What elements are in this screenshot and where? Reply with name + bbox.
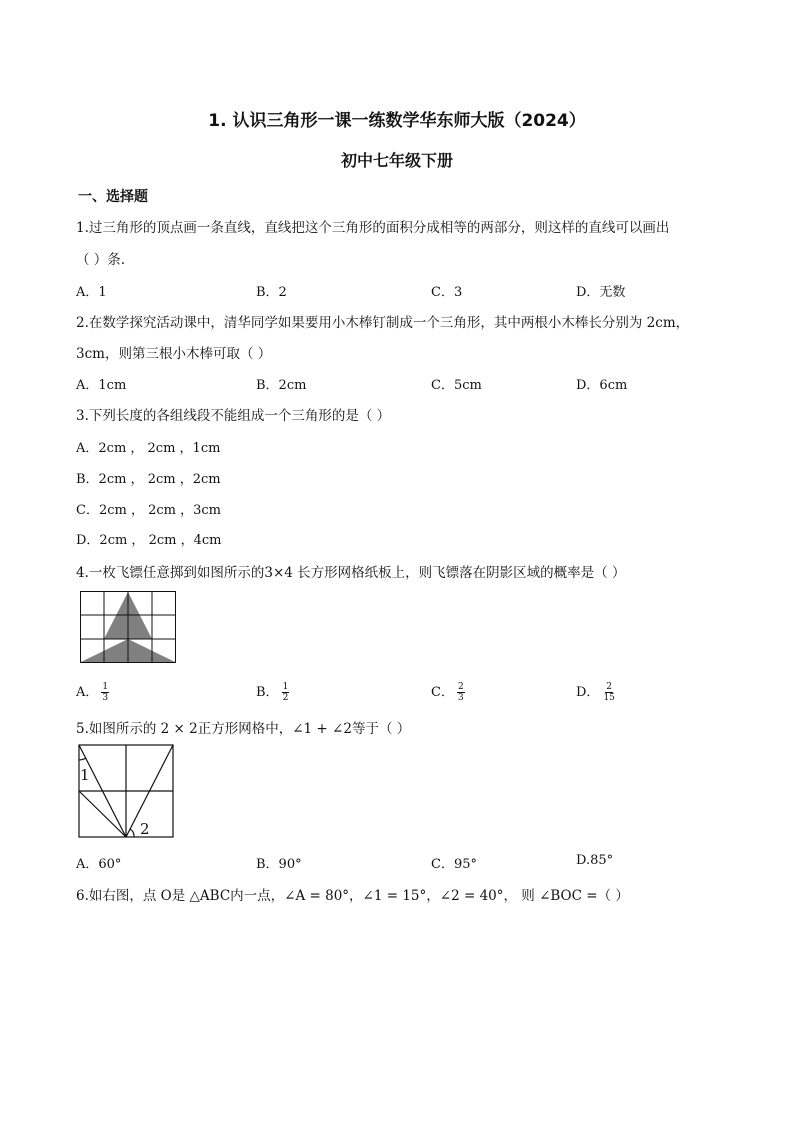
q2-text-line-2: 3cm，则第三根小木棒可取（ ） [76,346,272,362]
q3-option-a: A．2cm ， 2cm ，1cm [76,441,221,456]
q1-option-a: A．1 [76,285,107,300]
q1-option-d: D．无数 [576,285,626,300]
q5-option-d: D.85° [576,853,614,868]
q3-text: 3.下列长度的各组线段不能组成一个三角形的是（ ） [76,408,391,424]
q5-grid-figure [78,744,176,840]
q5-angle-label-1: 1 [80,766,90,784]
q2-option-c: C．5cm [431,378,482,393]
q1-option-b: B．2 [256,285,287,300]
q4-option-a: A． $\frac{1}{3}$ [76,682,109,703]
q5-option-c: C．95° [431,857,477,872]
q5-option-b: B．90° [256,857,302,872]
q1-text-line-1: 1.过三角形的顶点画一条直线，直线把这个三角形的面积分成相等的两部分，则这样的直线可以画出 [76,220,670,236]
section-heading: 一、选择题 [78,189,148,205]
q2-option-b: B．2cm [256,378,307,393]
q4-option-b: B． $\frac{1}{2}$ [256,682,289,703]
q2-text-line-1: 2.在数学探究活动课中，清华同学如果要用小木棒钉制成一个三角形，其中两根小木棒长分别为 2cm， [76,315,690,331]
q4-option-c: C． $\frac{2}{3}$ [431,682,464,703]
q5-grid-lines [79,745,173,837]
document-title: 1. 认识三角形一课一练数学华东师大版（2024） [208,111,586,131]
q1-text-line-2: （ ）条. [76,252,126,268]
q5-option-a: A．60° [76,857,122,872]
q4-grid-figure [80,591,176,663]
q2-option-d: D．6cm [576,378,628,393]
q2-option-a: A．1cm [76,378,127,393]
q6-text: 6.如右图，点 O是 △ABC内一点，∠A = 80°，∠1 = 15°，∠2 = 40°， 则 ∠BOC =（ ） [76,888,629,904]
q3-option-b: B．2cm ， 2cm ，2cm [76,472,221,487]
q3-option-d: D．2cm ， 2cm ，4cm [76,533,222,548]
q4-grid-lines [80,591,176,663]
q3-option-c: C．2cm ， 2cm ，3cm [76,503,221,518]
q1-option-c: C．3 [431,285,463,300]
q5-angle-label-2: 2 [140,820,150,838]
document-subtitle: 初中七年级下册 [340,151,453,170]
q5-text: 5.如图所示的 2 × 2正方形网格中，∠1 + ∠2等于（ ） [76,721,411,737]
q4-text: 4.一枚飞镖任意掷到如图所示的3×4 长方形网格纸板上，则飞镖落在阴影区域的概率是（ ） [76,565,626,581]
q4-option-d: D． $\frac{2}{15}$ [576,682,615,703]
